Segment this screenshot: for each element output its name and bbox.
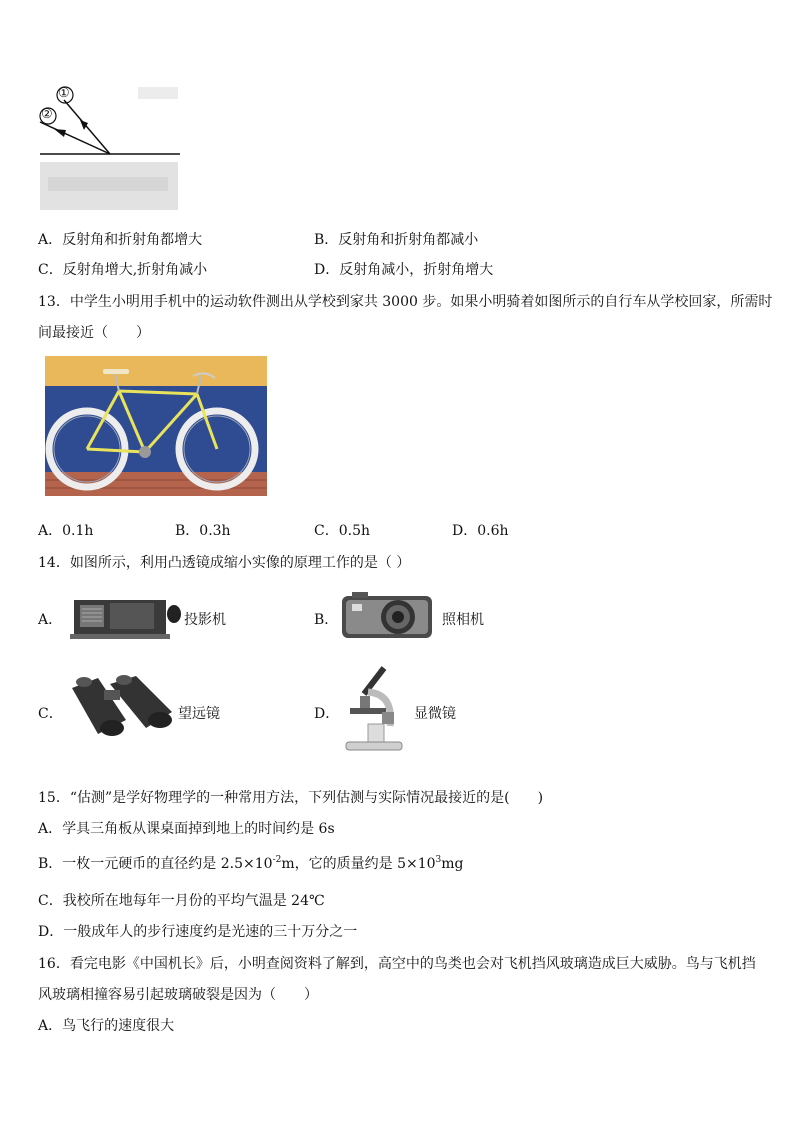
- q15-b-exponent-1: -2: [272, 855, 282, 865]
- camera-label: 照相机: [442, 612, 484, 628]
- binoculars-icon: [68, 672, 176, 738]
- marker-2: ②: [41, 107, 53, 122]
- q13-option-d: D．0.6h: [452, 523, 509, 539]
- q15-option-d: D．一般成年人的步行速度约是光速的三十万分之一: [38, 924, 358, 940]
- q13-option-c: C．0.5h: [314, 523, 370, 539]
- q15-b-exponent-2: 3: [435, 855, 442, 865]
- q14-option-c-letter: C．: [38, 706, 63, 722]
- microscope-label: 显微镜: [414, 706, 456, 722]
- q12-option-c: C．反射角增大,折射角减小: [38, 262, 208, 278]
- q15-b-text-3: mg: [441, 856, 464, 872]
- binoculars-label: 望远镜: [178, 706, 220, 722]
- projector-label: 投影机: [184, 612, 226, 628]
- camera-icon: [340, 590, 434, 640]
- bicycle-image: [45, 356, 267, 496]
- q15-option-c: C．我校所在地每年一月份的平均气温是 24℃: [38, 893, 325, 909]
- q13-option-a: A．0.1h: [38, 523, 94, 539]
- q12-option-a: A．反射角和折射角都增大: [38, 232, 203, 248]
- projector-icon: [70, 592, 182, 642]
- q14-stem: 14．如图所示，利用凸透镜成缩小实像的原理工作的是（ ）: [38, 555, 411, 571]
- q14-option-a-letter: A．: [38, 612, 63, 628]
- q13-stem-line2: 间最接近（ ）: [38, 325, 150, 341]
- q13-stem-line1: 13．中学生小明用手机中的运动软件测出从学校到家共 3000 步。如果小明骑着如图所示的自行车从学校回家，所需时: [38, 294, 773, 310]
- microscope-icon: [338, 664, 408, 756]
- q13-option-b: B．0.3h: [175, 523, 231, 539]
- q15-option-a: A．学具三角板从课桌面掉到地上的时间约是 6s: [38, 821, 335, 837]
- q14-option-b-letter: B．: [314, 612, 339, 628]
- q12-option-d: D．反射角减小，折射角增大: [314, 262, 494, 278]
- q14-option-d-letter: D．: [314, 706, 340, 722]
- q15-b-text-2: m，它的质量约是 5×10: [281, 856, 436, 872]
- q16-option-a: A．鸟飞行的速度很大: [38, 1018, 175, 1034]
- q15-b-text-1: B．一枚一元硬币的直径约是 2.5×10: [38, 856, 273, 872]
- q16-stem-line2: 风玻璃相撞容易引起玻璃破裂是因为（ ）: [38, 987, 318, 1003]
- q16-stem-line1: 16．看完电影《中国机长》后，小明查阅资料了解到，高空中的鸟类也会对飞机挡风玻璃造成巨大威胁。鸟与飞机挡: [38, 956, 756, 972]
- q15-option-b: [38, 853, 464, 873]
- q12-option-b: B．反射角和折射角都减小: [314, 232, 479, 248]
- q15-stem: 15．“估测”是学好物理学的一种常用方法，下列估测与实际情况最接近的是( ): [38, 790, 544, 806]
- reflection-figure: [38, 82, 180, 212]
- marker-1: ①: [58, 86, 70, 101]
